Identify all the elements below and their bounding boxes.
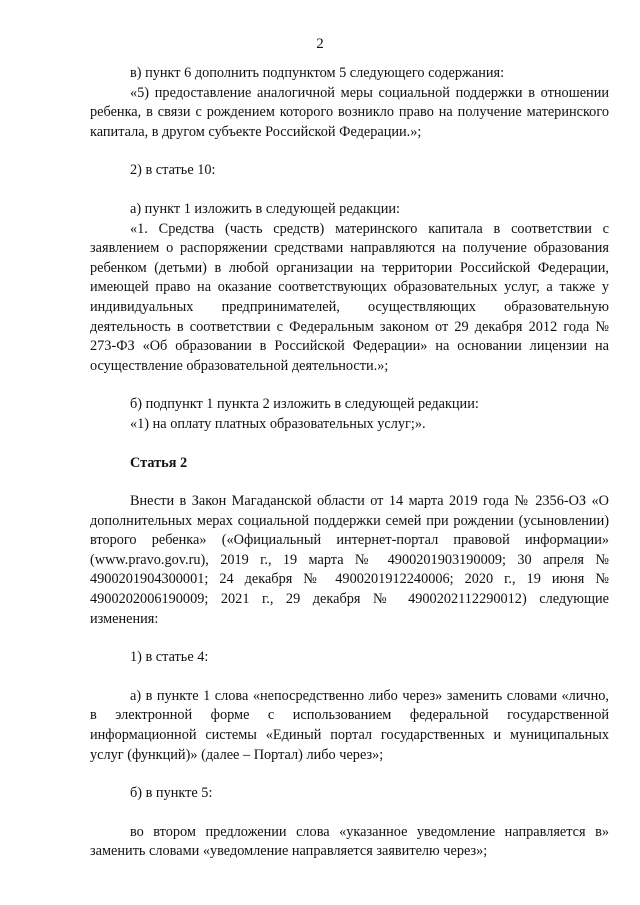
paragraph-amendment-v: в) пункт 6 дополнить подпунктом 5 следующего содержания: bbox=[130, 65, 505, 81]
paragraph-article-4: 1) в статье 4: bbox=[130, 649, 209, 666]
paragraph-point-1-words: а) в пункте 1 слова «непосредственно либо через» заменить словами «лично, в электронной форме с использованием федеральной государственной информационной системы «Единый портал государственных и муниципальных услуг (функций)» (далее – Портал) либо через»; bbox=[90, 687, 609, 763]
paragraph-item-a: а) пункт 1 изложить в следующей редакции: bbox=[130, 200, 400, 217]
paragraph-second-sentence: во втором предложении слова «указанное уведомление направляется в» заменить словами «уведомление направляется заявителю через»; bbox=[90, 823, 609, 860]
paragraph-point-1-text: «1. Средства (часть средств) материнского капитала в соответствии с заявлением о распоряжении средствами направляются на получение образования ребенком (детьми) в любой организации на территории Российской Федерации, имеющей право на оказание соответствующих образовательных услуг, а также у индивидуальных предпринимателей, осуществляющих образовательную деятельность в соответствии с Федеральным законом от 29 декабря 2012 года № 273-ФЗ «Об образовании в Российской Федерации» на основании лицензии на осуществление образовательной деятельности.»; bbox=[90, 220, 609, 374]
paragraph-item-b: б) подпункт 1 пункта 2 изложить в следующей редакции: bbox=[130, 396, 479, 413]
page-number: 2 bbox=[316, 36, 324, 52]
paragraph-subpoint-1-text: «1) на оплату платных образовательных услуг;». bbox=[130, 415, 426, 432]
paragraph-point-5: б) в пункте 5: bbox=[130, 785, 213, 802]
paragraph-article-10: 2) в статье 10: bbox=[130, 162, 216, 179]
paragraph-law-amendment: Внести в Закон Магаданской области от 14 марта 2019 года № 2356-ОЗ «О дополнительных мерах социальной поддержки семей при рождении (усыновлении) второго ребенка» («Официальный интернет-портал правовой информации» (www.pravo.gov.ru), 2019 г., 19 марта № 4900201903190009; 30 апреля № 4900201904300001; 24 декабря № 4900201912240006; 2020 г., 19 июня № 4900202006190009; 2021 г., 29 декабря № 4900202112290012) следующие изменения: bbox=[90, 493, 609, 627]
paragraph-subpoint-5: «5) предоставление аналогичной меры социальной поддержки в отношении ребенка, в связи с рождением которого возникло право на получение материнского капитала, в другом субъекте Российской Федерации.»; bbox=[90, 84, 609, 140]
article-2-heading: Статья 2 bbox=[130, 454, 188, 471]
document-body bbox=[90, 64, 609, 862]
